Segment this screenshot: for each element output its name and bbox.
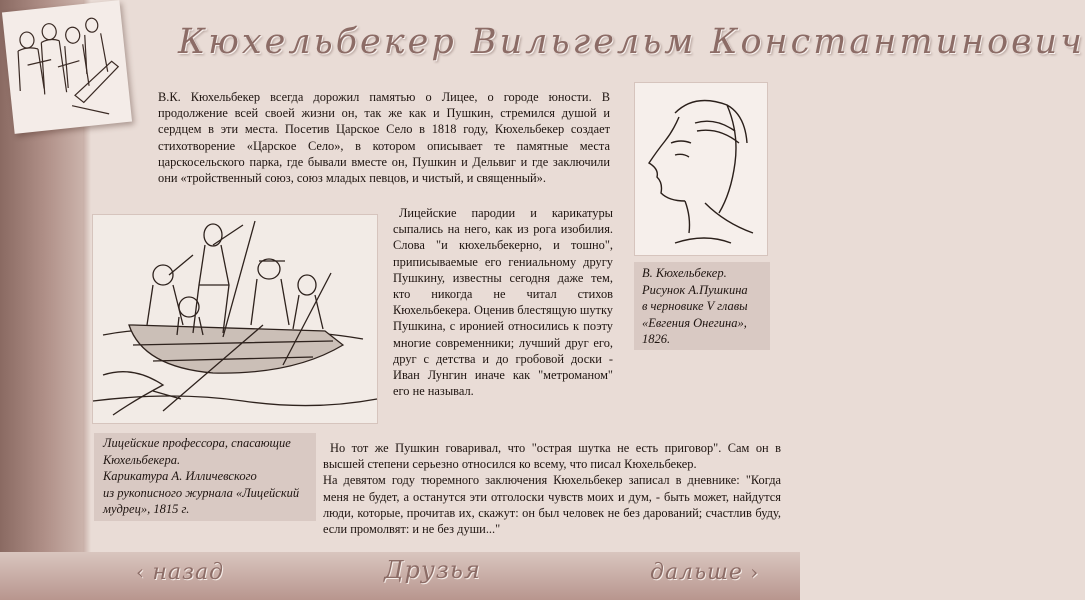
- final-paragraph-first: Но тот же Пушкин говаривал, что "острая шутка не есть приговор". Сам он в высшей степени серьезно относился ко всему, что писал Кюхельбекер.: [323, 441, 781, 472]
- kuchelbecker-portrait-image: [634, 82, 768, 256]
- next-arrow-icon: ›: [742, 560, 760, 584]
- boat-caricature-icon: [93, 215, 377, 423]
- back-nav-link[interactable]: [136, 560, 224, 585]
- caricature-caption-line: мудрец», 1815 г.: [103, 502, 190, 516]
- intro-paragraph: В.К. Кюхельбекер всегда дорожил памятью о Лицее, о городе юности. В продолжение всей своей жизни он, так же как и Пушкин, стремился душой и сердцем в эти места. Посетив Царское Село в 1818 году, Кюхельбекер создает стихотворение «Царское Село», в котором описывает те памятные места царскосельского парка, где бывали вместе он, Пушкин и Дельвиг и где заключили они «тройственный союз, союз младых певцов, и чистый, и священный».: [158, 90, 610, 186]
- caricature-caption-line: Лицейские профессора, спасающие: [103, 436, 291, 450]
- portrait-sketch-icon: [635, 83, 767, 255]
- back-arrow-icon: ‹: [136, 560, 153, 584]
- group-sketch-icon: [2, 0, 132, 134]
- lyceum-sketch-thumbnail: [2, 0, 132, 134]
- caricature-caption-line: из рукописного журнала «Лицейский: [103, 485, 300, 500]
- caricature-caption-line: Карикатура А. Илличевского: [103, 469, 257, 483]
- caricature-boat-image: [92, 214, 378, 424]
- portrait-caption-line: Рисунок А.Пушкина: [642, 282, 748, 297]
- friends-nav-label: Друзья: [384, 556, 481, 584]
- back-nav-label: назад: [152, 560, 225, 585]
- portrait-caption-line: «Евгения Онегина»,: [642, 315, 747, 330]
- portrait-caption: [634, 262, 770, 350]
- final-paragraph: [323, 440, 781, 537]
- caricature-caption: [94, 433, 316, 521]
- parody-paragraph: Лицейские пародии и карикатуры сыпались на него, как из рога изобилия. Слова "и кюхельбекерно, и тошно", приписываемые его гениальному другу Пушкину, известны сегодня даже тем, кто никогда не читал стихов Кюхельбекера. Оценив блестящую шутку Пушкина, с иронией относились к поэту многие современники; лучший друг его, друг с детства и до гробовой доски - Иван Лунгин иначе как "метроманом" его не называл.: [393, 206, 614, 399]
- page-title: Кюхельбекер Вильгельм Константинович: [178, 22, 1085, 62]
- portrait-caption-line: в черновике V главы: [642, 299, 748, 313]
- final-paragraph-second: На девятом году тюремного заключения Кюхельбекер записал в дневнике: "Когда меня не будет, а останутся эти отголоски чувств моих и дум, - быть может, найдутся люди, которые, прочитав их, скажут: он был человек не без дарований; счастлив буду, если промолвят: и не без души...": [323, 473, 781, 537]
- caricature-caption-line: Кюхельбекера.: [103, 452, 181, 467]
- portrait-caption-line: 1826.: [642, 332, 671, 346]
- next-nav-link[interactable]: [650, 560, 759, 585]
- portrait-caption-line: В. Кюхельбекер.: [642, 266, 727, 280]
- friends-nav-link[interactable]: [384, 556, 481, 584]
- next-nav-label: дальше: [650, 560, 743, 585]
